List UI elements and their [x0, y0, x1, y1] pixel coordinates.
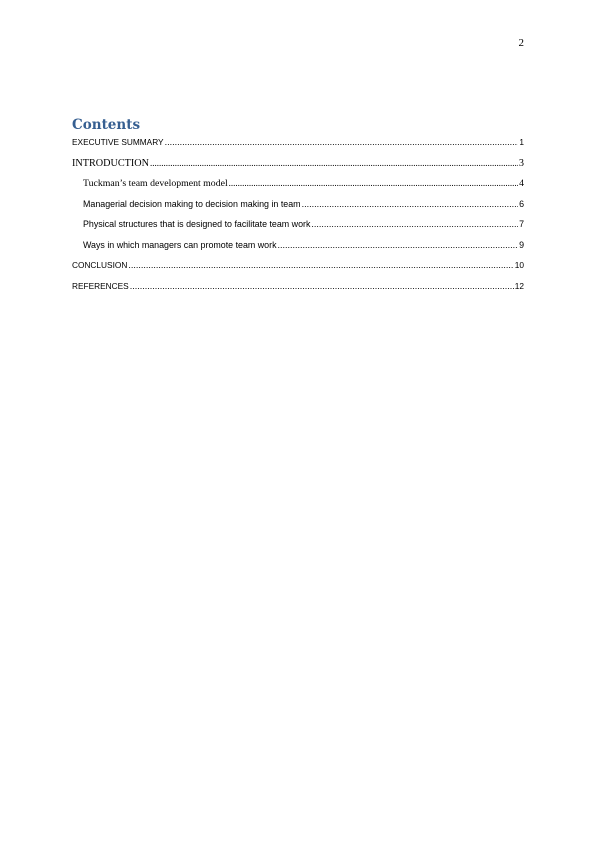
toc-entry-page: 12 — [514, 280, 524, 291]
toc-list — [72, 136, 524, 300]
toc-entry-page: 4 — [519, 178, 524, 189]
page-number: 2 — [518, 37, 524, 49]
toc-entry-page: 9 — [519, 239, 524, 250]
toc-entry-label: Tuckman’s team development model — [83, 178, 228, 189]
toc-title: Contents — [72, 117, 141, 133]
toc-entry-label: Physical structures that is designed to facilitate team work — [83, 219, 311, 229]
dot-leader — [128, 259, 513, 271]
table-of-contents — [72, 117, 524, 300]
toc-entry-label: EXECUTIVE SUMMARY — [72, 137, 164, 147]
toc-entry-label: INTRODUCTION — [72, 157, 149, 169]
toc-entry-promote-team-work[interactable] — [72, 239, 524, 260]
toc-entry-conclusion[interactable] — [72, 259, 524, 280]
dot-leader — [165, 136, 519, 148]
toc-entry-page: 1 — [519, 137, 524, 147]
dot-leader — [311, 218, 518, 230]
dot-leader — [150, 157, 518, 170]
toc-entry-page: 7 — [519, 219, 524, 229]
toc-entry-tuckman-model[interactable] — [72, 177, 524, 198]
toc-entry-references[interactable] — [72, 280, 524, 301]
toc-entry-label: CONCLUSION — [72, 260, 128, 270]
dot-leader — [229, 177, 518, 190]
toc-entry-label: REFERENCES — [72, 280, 129, 291]
toc-entry-executive-summary[interactable] — [72, 136, 524, 157]
dot-leader — [278, 239, 519, 251]
toc-entry-page: 3 — [518, 157, 524, 169]
dot-leader — [302, 198, 519, 210]
toc-entry-physical-structures[interactable] — [72, 218, 524, 239]
toc-entry-page: 10 — [514, 260, 524, 270]
toc-entry-label: Ways in which managers can promote team work — [83, 239, 277, 250]
toc-entry-introduction[interactable] — [72, 157, 524, 178]
toc-entry-label: Managerial decision making to decision making in team — [83, 198, 301, 209]
dot-leader — [130, 280, 514, 292]
toc-entry-page: 6 — [519, 198, 524, 209]
toc-entry-managerial-decision-making[interactable] — [72, 198, 524, 219]
